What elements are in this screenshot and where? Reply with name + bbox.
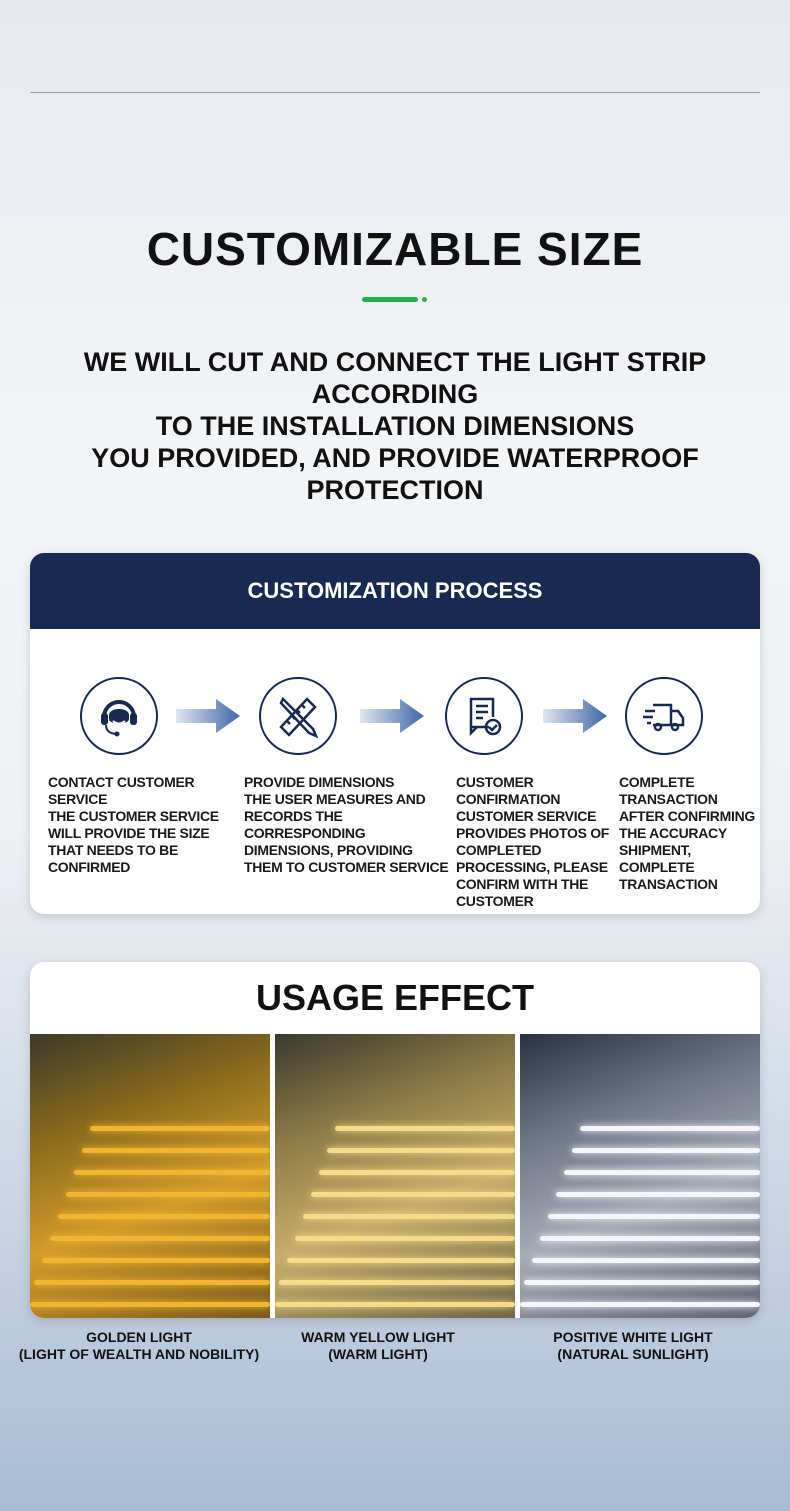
subtitle-line: TO THE INSTALLATION DIMENSIONS <box>155 411 635 441</box>
stair-light-strip <box>564 1170 760 1175</box>
stair-light-strip <box>524 1280 760 1285</box>
stair-light-strip <box>30 1302 270 1307</box>
stair-light-strip <box>275 1302 515 1307</box>
arrow-right-icon <box>543 699 607 733</box>
subtitle-line: YOU PROVIDED, AND PROVIDE WATERPROOF PROTECTION <box>91 443 699 505</box>
subtitle-line: WE WILL CUT AND CONNECT THE LIGHT STRIP ACCORDING <box>83 347 707 409</box>
step-customer-confirmation: CUSTOMER CONFIRMATION CUSTOMER SERVICE PROVIDES PHOTOS OF COMPLETED PROCESSING, PLEASE CONFIRM WITH THE CUSTOMER <box>456 774 610 909</box>
page-title: CUSTOMIZABLE SIZE <box>146 223 644 275</box>
positive-white-light-photo <box>520 1034 760 1318</box>
usage-effect-card <box>30 962 760 1318</box>
warm-yellow-light-photo <box>275 1034 515 1318</box>
stair-light-strip <box>548 1214 760 1219</box>
stair-light-strip <box>540 1236 760 1241</box>
divider <box>30 92 760 93</box>
stair-light-strip <box>580 1126 760 1131</box>
stair-light-strip <box>50 1236 270 1241</box>
title-accent-bar <box>362 297 418 302</box>
stair-light-strip <box>532 1258 760 1263</box>
golden-light-photo <box>30 1034 270 1318</box>
stair-light-strip <box>327 1148 515 1153</box>
ruler-pencil-icon <box>259 677 337 755</box>
usage-title: USAGE EFFECT <box>255 977 534 1018</box>
step-complete-transaction: COMPLETE TRANSACTION AFTER CONFIRMING THE ACCURACY SHIPMENT, COMPLETE TRANSACTION <box>619 774 755 892</box>
stair-light-strip <box>279 1280 515 1285</box>
caption-warm-yellow-light: WARM YELLOW LIGHT (WARM LIGHT) <box>301 1329 455 1362</box>
stair-light-strip <box>90 1126 270 1131</box>
stair-light-strip <box>34 1280 270 1285</box>
step-provide-dimensions: PROVIDE DIMENSIONS THE USER MEASURES AND RECORDS THE CORRESPONDING DIMENSIONS, PROVIDING THEM TO CUSTOMER SERVICE <box>244 774 449 875</box>
customization-process-card <box>30 553 760 914</box>
stair-light-strip <box>335 1126 515 1131</box>
stair-light-strip <box>556 1192 760 1197</box>
stair-light-strip <box>303 1214 515 1219</box>
stair-light-strip <box>520 1302 760 1307</box>
stair-light-strip <box>287 1258 515 1263</box>
delivery-truck-icon <box>625 677 703 755</box>
arrow-right-icon <box>176 699 240 733</box>
document-check-icon <box>445 677 523 755</box>
title-accent-dot <box>422 297 427 302</box>
process-title: CUSTOMIZATION PROCESS <box>30 553 760 629</box>
arrow-right-icon <box>360 699 424 733</box>
stair-light-strip <box>42 1258 270 1263</box>
stair-light-strip <box>82 1148 270 1153</box>
step-contact-customer-service: CONTACT CUSTOMER SERVICE THE CUSTOMER SERVICE WILL PROVIDE THE SIZE THAT NEEDS TO BE CONFIRMED <box>48 774 219 875</box>
subtitle <box>0 346 790 506</box>
caption-golden-light: GOLDEN LIGHT (LIGHT OF WEALTH AND NOBILITY) <box>18 1329 260 1362</box>
stair-light-strip <box>572 1148 760 1153</box>
stair-light-strip <box>311 1192 515 1197</box>
headset-icon <box>80 677 158 755</box>
stair-light-strip <box>66 1192 270 1197</box>
caption-positive-white-light: POSITIVE WHITE LIGHT (NATURAL SUNLIGHT) <box>553 1329 713 1362</box>
stair-light-strip <box>319 1170 515 1175</box>
stair-light-strip <box>74 1170 270 1175</box>
stair-light-strip <box>295 1236 515 1241</box>
stair-light-strip <box>58 1214 270 1219</box>
